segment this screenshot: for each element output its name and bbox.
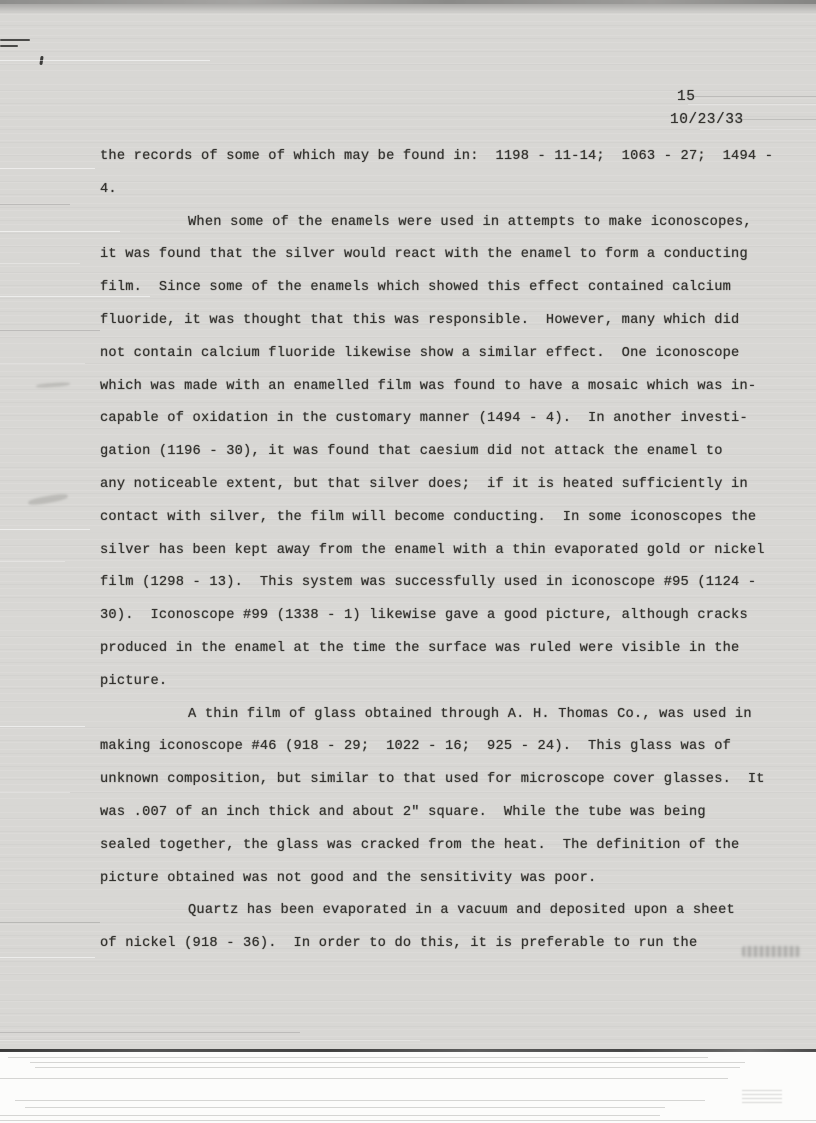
scan-streak (35, 1067, 740, 1068)
scan-artifact-end-smudge (742, 946, 800, 957)
scan-streak (15, 1100, 705, 1101)
page-number: 15 (677, 89, 696, 105)
scan-streak (0, 1078, 728, 1079)
scan-streak (30, 1062, 745, 1063)
text-line: making iconoscope #46 (918 - 29; 1022 - 16; 925 - 24). This glass was of (100, 739, 732, 755)
text-line: contact with silver, the film will become conducting. In some iconoscopes the (100, 509, 757, 525)
scan-streak (0, 263, 80, 264)
text-line: was .007 of an inch thick and about 2" square. While the tube was being (100, 804, 706, 820)
text-line: capable of oxidation in the customary manner (1494 - 4). In another investi- (100, 411, 748, 427)
scan-streak (0, 561, 65, 562)
text-line: the records of some of which may be found in: 1198 - 11-14; 1063 - 27; 1494 - (100, 149, 774, 164)
scan-streak (0, 529, 90, 530)
text-line: 30). Iconoscope #99 (1338 - 1) likewise gave a good picture, although cracks (100, 608, 748, 624)
scan-streak (0, 204, 70, 205)
page-header (655, 86, 785, 132)
scan-streak (8, 1057, 708, 1058)
scan-artifact-comma-mark (39, 56, 43, 65)
scan-streak (0, 1032, 300, 1033)
text-line: gation (1196 - 30), it was found that caesium did not attack the enamel to (100, 444, 723, 460)
scan-streak (0, 60, 210, 61)
scan-streak (0, 792, 70, 793)
text-line: When some of the enamels were used in attempts to make iconoscopes, (188, 214, 752, 230)
scan-streak (0, 1115, 660, 1116)
scan-streak (0, 1040, 420, 1041)
scan-streak (0, 330, 100, 331)
text-line: film. Since some of the enamels which showed this effect contained calcium (100, 280, 732, 296)
text-line: film (1298 - 13). This system was successfully used in iconoscope #95 (1124 - (100, 575, 757, 591)
scan-artifact-dash (0, 45, 18, 47)
scan-streak (0, 168, 95, 169)
scan-artifact-dash (0, 39, 30, 41)
text-line: produced in the enamel at the time the surface was ruled were visible in the (100, 640, 740, 656)
text-line: not contain calcium fluoride likewise show a similar effect. One iconoscope (100, 345, 740, 361)
text-line: Quartz has been evaporated in a vacuum and deposited upon a sheet (188, 903, 735, 919)
scan-streak (0, 1120, 816, 1121)
text-line: of nickel (918 - 36). In order to do this, it is preferable to run the (100, 936, 698, 952)
text-line: fluoride, it was thought that this was responsible. However, many which did (100, 312, 740, 328)
text-line: it was found that the silver would react with the enamel to form a conducting (100, 247, 748, 263)
text-line: picture. (100, 673, 168, 689)
scan-artifact-smudge (28, 493, 69, 507)
text-line: 4. (100, 181, 117, 197)
scan-streak (0, 726, 85, 727)
document-lines (100, 149, 780, 969)
text-line: which was made with an enamelled film was found to have a mosaic which was in- (100, 378, 757, 394)
scan-artifact-top-edge (0, 0, 816, 4)
scan-streak (0, 363, 85, 364)
text-line: unknown composition, but similar to that used for microscope cover glasses. It (100, 772, 765, 788)
scan-artifact-smudge (742, 1090, 782, 1104)
text-line: silver has been kept away from the enamel with a thin evaporated gold or nickel (100, 542, 765, 558)
scan-artifact-smudge (36, 382, 70, 388)
text-line: any noticeable extent, but that silver does; if it is heated sufficiently in (100, 476, 748, 492)
scan-streak (0, 922, 100, 923)
text-line: picture obtained was not good and the sensitivity was poor. (100, 870, 597, 886)
scan-streak (0, 957, 95, 958)
page-date: 10/23/33 (670, 112, 744, 128)
scan-streak (25, 1107, 665, 1108)
text-line: A thin film of glass obtained through A. H. Thomas Co., was used in (188, 706, 752, 722)
scanner-background (0, 1052, 816, 1123)
text-line: sealed together, the glass was cracked from the heat. The definition of the (100, 837, 740, 853)
